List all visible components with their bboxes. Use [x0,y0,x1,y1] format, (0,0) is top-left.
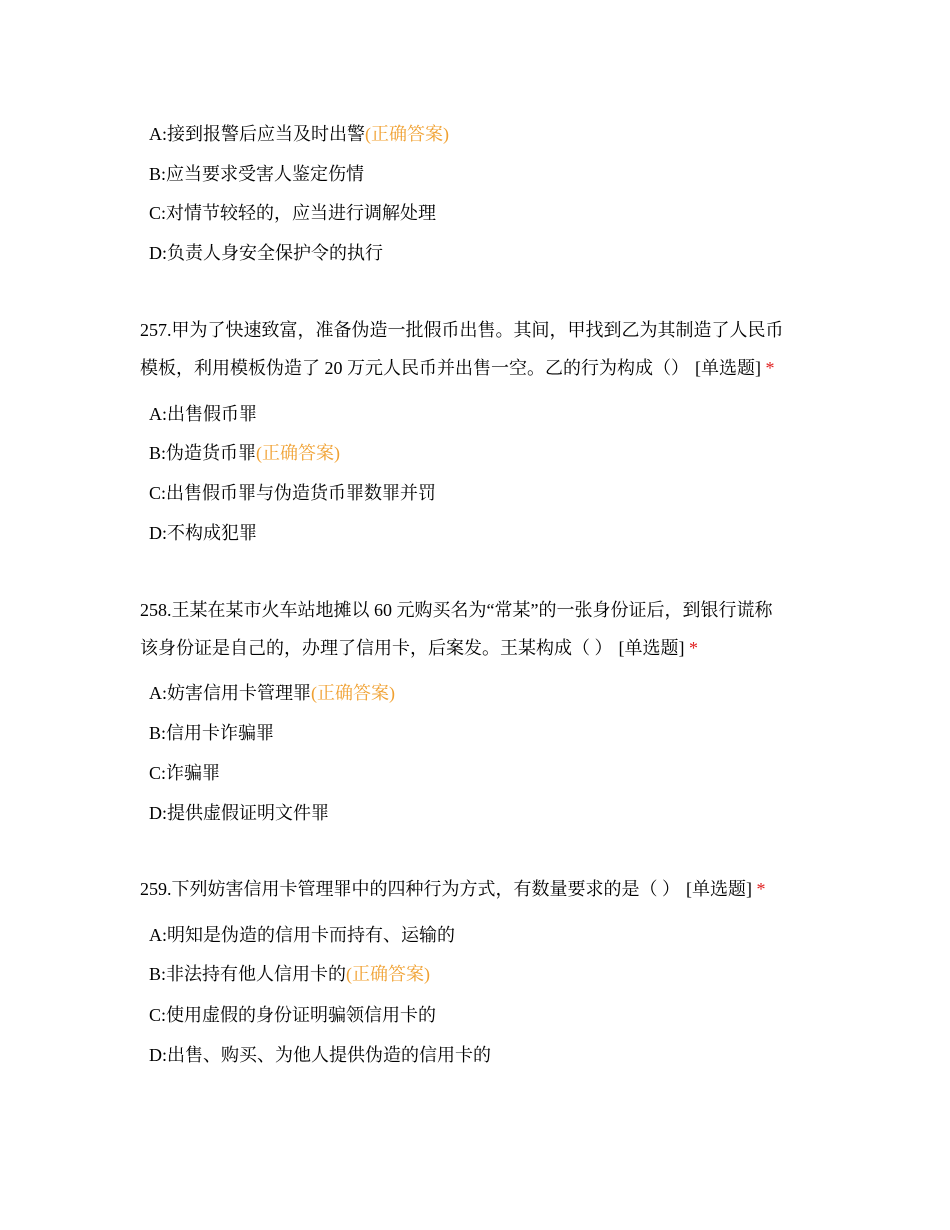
option-text: A:明知是伪造的信用卡而持有、运输的 [149,925,455,945]
q258-line-2-text: 该身份证是自己的，办理了信用卡，后案发。王某构成（ ） [140,638,613,658]
q258-question [140,591,820,667]
q258-option-c [149,760,220,786]
q259-question [140,870,820,908]
q259-option-b [149,961,430,987]
question-type-tag: [单选题] [695,358,761,378]
correct-answer-label: (正确答案) [311,683,395,703]
option-text: B:信用卡诈骗罪 [149,723,275,743]
q257-line-2 [140,349,820,387]
option-text: A:妨害信用卡管理罪 [149,683,311,703]
q257-option-a [149,401,257,427]
correct-answer-label: (正确答案) [256,443,341,463]
q257-line-1: 257.甲为了快速致富，准备伪造一批假币出售。其间，甲找到乙为其制造了人民币 [140,320,784,340]
question-type-tag: [单选题] [686,879,752,899]
q257-option-d [149,520,257,546]
q259-option-c [149,1002,436,1028]
q257-option-c [149,480,436,506]
option-text: D:出售、购买、为他人提供伪造的信用卡的 [149,1045,491,1065]
q256-option-c [149,200,436,226]
option-text: D:不构成犯罪 [149,523,257,543]
option-text: C:诈骗罪 [149,763,221,783]
q259-line-1 [140,870,820,908]
q259-option-a [149,922,455,948]
option-text: D:提供虚假证明文件罪 [149,803,329,823]
q258-option-b [149,720,274,746]
required-mark: * [689,638,698,658]
q256-option-a [149,121,449,147]
option-text: C:出售假币罪与伪造货币罪数罪并罚 [149,483,437,503]
q258-line-2 [140,629,820,667]
q256-option-b [149,161,364,187]
option-text: B:应当要求受害人鉴定伤情 [149,164,365,184]
option-text: A:出售假币罪 [149,404,257,424]
option-text: A:接到报警后应当及时出警 [149,124,365,144]
q259-line-1-text: 259.下列妨害信用卡管理罪中的四种行为方式，有数量要求的是（ ） [140,879,680,899]
option-text: B:伪造货币罪 [149,443,257,463]
q258-option-d [149,800,329,826]
q257-line-2-text: 模板，利用模板伪造了 20 万元人民币并出售一空。乙的行为构成（） [140,358,689,378]
correct-answer-label: (正确答案) [346,964,431,984]
q258-option-a [149,680,395,706]
q258-line-1: 258.王某在某市火车站地摊以 60 元购买名为“常某”的一张身份证后，到银行谎称 [140,600,773,620]
question-type-tag: [单选题] [618,638,685,658]
q256-option-d [149,240,383,266]
option-text: D:负责人身安全保护令的执行 [149,243,383,263]
required-mark: * [765,358,775,378]
option-text: C:使用虚假的身份证明骗领信用卡的 [149,1005,437,1025]
option-text: C:对情节较轻的，应当进行调解处理 [149,203,437,223]
q257-question [140,311,820,387]
q257-option-b [149,440,340,466]
q259-option-d [149,1042,491,1068]
option-text: B:非法持有他人信用卡的 [149,964,347,984]
correct-answer-label: (正确答案) [365,124,449,144]
required-mark: * [756,879,766,899]
